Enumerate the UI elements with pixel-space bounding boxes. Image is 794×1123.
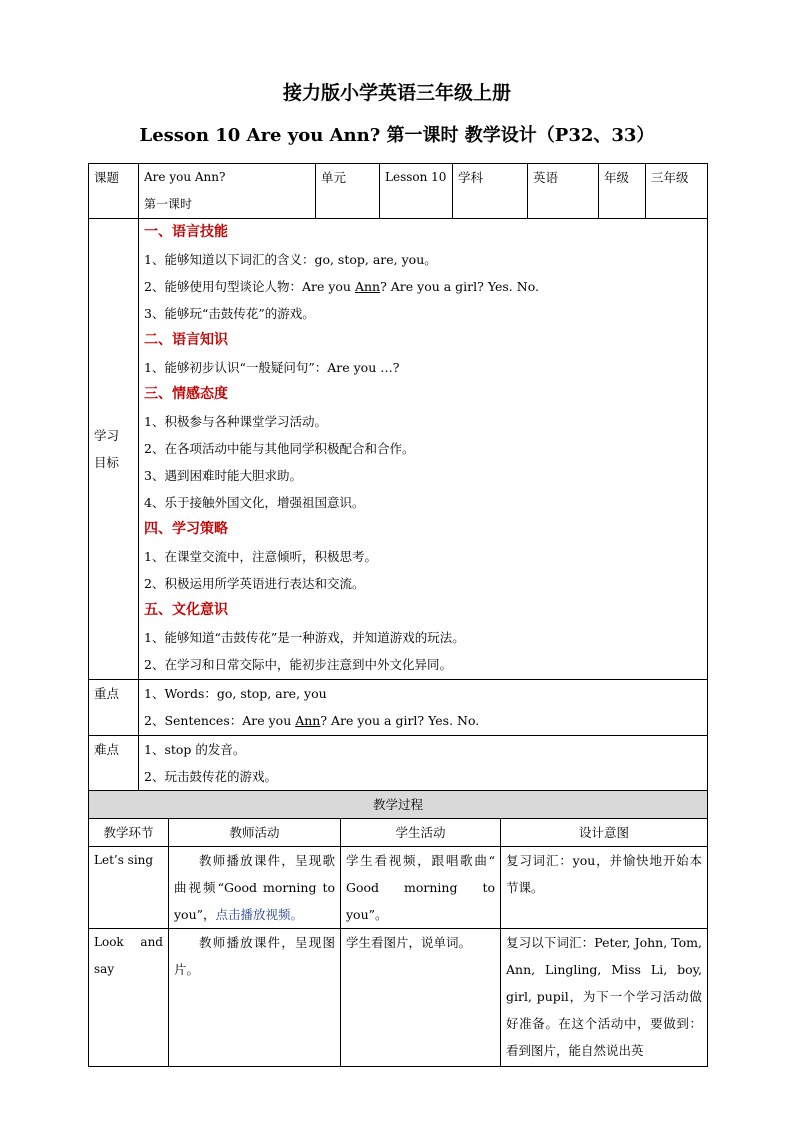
process-row: [89, 929, 708, 1067]
student-activity: 学生看图片，说单词。: [341, 929, 501, 1067]
column-header: 教学环节: [89, 819, 169, 847]
header-row: [89, 164, 708, 219]
objectives-label: 学习 目标: [89, 219, 139, 680]
column-header: 教师活动: [169, 819, 341, 847]
document-title: 接力版小学英语三年级上册: [282, 82, 511, 104]
process-row: [89, 847, 708, 929]
subject-value: 英语: [528, 164, 599, 219]
topic-value: Are you Ann? 第一课时: [139, 164, 316, 219]
objective-item: 1、积极参与各种课堂学习活动。: [144, 414, 327, 429]
keypoints-row: [89, 680, 708, 736]
objective-item: 1、能够初步认识“一般疑问句”：Are you …?: [144, 360, 400, 375]
section-heading: 四、学习策略: [144, 521, 228, 537]
objective-item: 2、积极运用所学英语进行表达和交流。: [144, 576, 365, 591]
topic-label: 课题: [89, 164, 139, 219]
lesson-plan-table: [88, 163, 708, 792]
unit-label: 单元: [316, 164, 380, 219]
objectives-content: [139, 219, 708, 680]
difficulties-row: [89, 736, 708, 792]
design-intent: 复习词汇：you，并愉快地开始本节课。: [501, 847, 708, 929]
process-header: 教学过程: [89, 791, 708, 819]
teacher-activity: 教师播放课件，呈现歌曲视频“Good morning to you”，点击播放视频。: [169, 847, 341, 929]
stage-cell: Look and say: [89, 929, 169, 1067]
process-table: [88, 790, 708, 1067]
unit-value: Lesson 10: [380, 164, 453, 219]
process-columns: [89, 819, 708, 847]
document-subtitle: Lesson 10 Are you Ann? 第一课时 教学设计（P32、33）: [139, 125, 655, 146]
section-heading: 三、情感态度: [144, 386, 228, 402]
column-header: 设计意图: [501, 819, 708, 847]
objective-item: 3、能够玩“击鼓传花”的游戏。: [144, 306, 315, 321]
objective-item: 2、在各项活动中能与其他同学积极配合和合作。: [144, 441, 415, 456]
grade-value: 三年级: [646, 164, 708, 219]
objective-item: 2、在学习和日常交际中，能初步注意到中外文化异同。: [144, 657, 452, 672]
grade-label: 年级: [599, 164, 646, 219]
objective-item: 4、乐于接触外国文化，增强祖国意识。: [144, 495, 365, 510]
objective-item: 3、遇到困难时能大胆求助。: [144, 468, 302, 483]
teacher-activity: 教师播放课件，呈现图片。: [169, 929, 341, 1067]
difficulties-label: 难点: [89, 736, 139, 792]
keypoints-content: 1、Words：go, stop, are, you 2、Sentences：Are you Ann? Are you a girl? Yes. No.: [139, 680, 708, 736]
difficulties-content: 1、stop 的发音。 2、玩击鼓传花的游戏。: [139, 736, 708, 792]
design-intent: 复习以下词汇：Peter, John, Tom, Ann, Lingling, Miss Li, boy, girl, pupil，为下一个学习活动做好准备。在这个活动中，要做到：看到图片，能自然说出英: [501, 929, 708, 1067]
student-activity: 学生看视频，跟唱歌曲“ Good morning to you”。: [341, 847, 501, 929]
objective-item: 1、在课堂交流中，注意倾听，积极思考。: [144, 549, 377, 564]
subject-label: 学科: [453, 164, 528, 219]
objectives-row: [89, 219, 708, 680]
objective-item: 2、能够使用句型谈论人物：Are you Ann? Are you a girl? Yes. No.: [144, 279, 539, 294]
column-header: 学生活动: [341, 819, 501, 847]
objective-item: 1、能够知道“击鼓传花”是一种游戏，并知道游戏的玩法。: [144, 630, 465, 645]
section-heading: 五、文化意识: [144, 602, 228, 618]
objective-item: 1、能够知道以下词汇的含义：go, stop, are, you。: [144, 252, 437, 267]
section-heading: 二、语言知识: [144, 332, 228, 348]
stage-cell: Let’s sing: [89, 847, 169, 929]
keypoints-label: 重点: [89, 680, 139, 736]
section-heading: 一、语言技能: [144, 224, 228, 240]
